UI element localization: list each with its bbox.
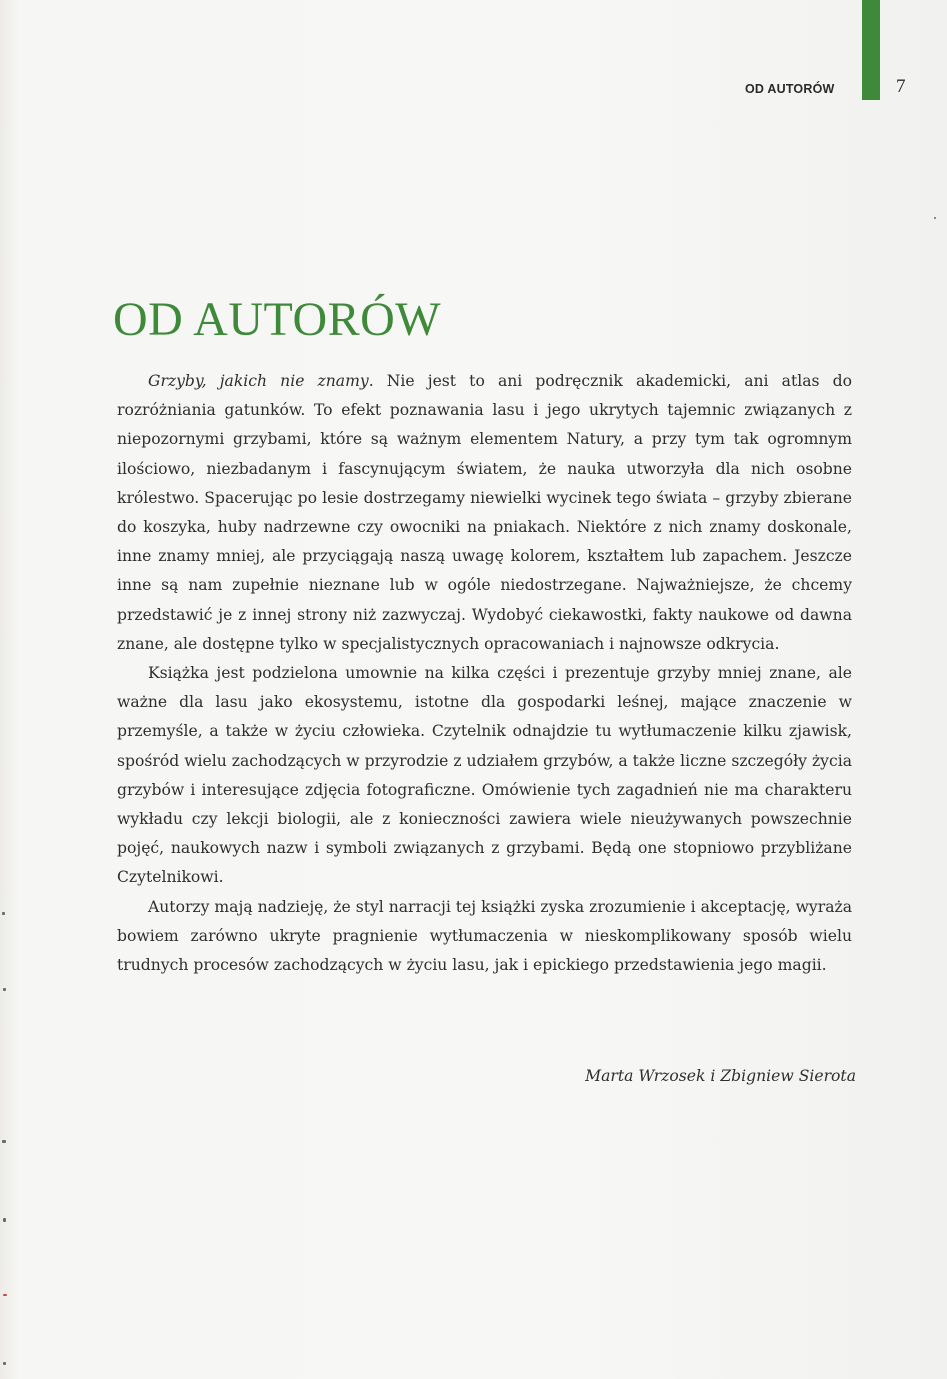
book-title-italic: Grzyby, jakich nie znamy bbox=[148, 372, 369, 390]
paragraph-1-text: . Nie jest to ani podręcznik akademicki, ani atlas do rozróżniania gatunków. To efekt poznawania lasu i jego ukrytych tajemnic związanych z niepozornymi grzybami, które są ważnym elementem Natury, a przy tym tak ogromnym ilościowo, niezbadanym i fascynującym światem, że nauka utworzyła dla nich osobne królestwo. Spacerując po lesie dostrzegamy niewielki wycinek tego świata – grzyby zbierane do koszyka, huby nadrzewne czy owocniki na pniakach. Niektóre z nich znamy doskonale, inne znamy mniej, ale przyciągają naszą uwagę kolorem, kształtem lub zapachem. Jeszcze inne są nam zupełnie nieznane lub w ogóle niedostrzegane. Najważniejsze, że chcemy przedstawić je z innej strony niż zazwyczaj. Wydobyć ciekawostki, fakty naukowe od dawna znane, ale dostępne tylko w specjalistycznych opracowaniach i najnowsze odkrycia. bbox=[117, 372, 852, 653]
running-head: OD AUTORÓW bbox=[745, 82, 835, 96]
scan-speck bbox=[934, 217, 936, 219]
scan-speck bbox=[3, 1294, 7, 1296]
chapter-title: OD AUTORÓW bbox=[113, 293, 442, 346]
paragraph-1 bbox=[117, 367, 852, 659]
paragraph-3: Autorzy mają nadzieję, że styl narracji tej książki zyska zrozumienie i akceptację, wyraża bowiem zarówno ukryte pragnienie wytłumaczenia w nieskomplikowany sposób wielu trudnych procesów zachodzących w życiu lasu, jak i epickiego przedstawienia jego magii. bbox=[117, 897, 853, 975]
scan-speck bbox=[3, 1218, 6, 1222]
scan-speck bbox=[3, 988, 6, 991]
scan-speck bbox=[3, 1362, 6, 1365]
scan-speck bbox=[2, 1140, 6, 1143]
page-number: 7 bbox=[896, 76, 906, 97]
body-text bbox=[117, 367, 852, 980]
scan-speck bbox=[2, 912, 5, 915]
paragraph-2: Książka jest podzielona umownie na kilka części i prezentuje grzyby mniej znane, ale ważne dla lasu jako ekosystemu, istotne dla gospodarki leśnej, mające znaczenie w przemyśle, a także w życiu człowieka. Czytelnik odnajdzie tu wytłumaczenie kilku zjawisk, spośród wielu zachodzących w przyrodzie z udziałem grzybów, a także liczne szczegóły życia grzybów i interesujące zdjęcia fotograficzne. Omówienie tych zagadnień nie ma charakteru wykładu czy lekcji biologii, ale z konieczności zawiera wiele nieużywanych powszechnie pojęć, naukowych nazw i symboli związanych z grzybami. Będą one stopniowo przybliżane Czytelnikowi. bbox=[117, 664, 852, 887]
chapter-color-tab bbox=[862, 0, 880, 100]
author-signature: Marta Wrzosek i Zbigniew Sierota bbox=[585, 1067, 856, 1085]
